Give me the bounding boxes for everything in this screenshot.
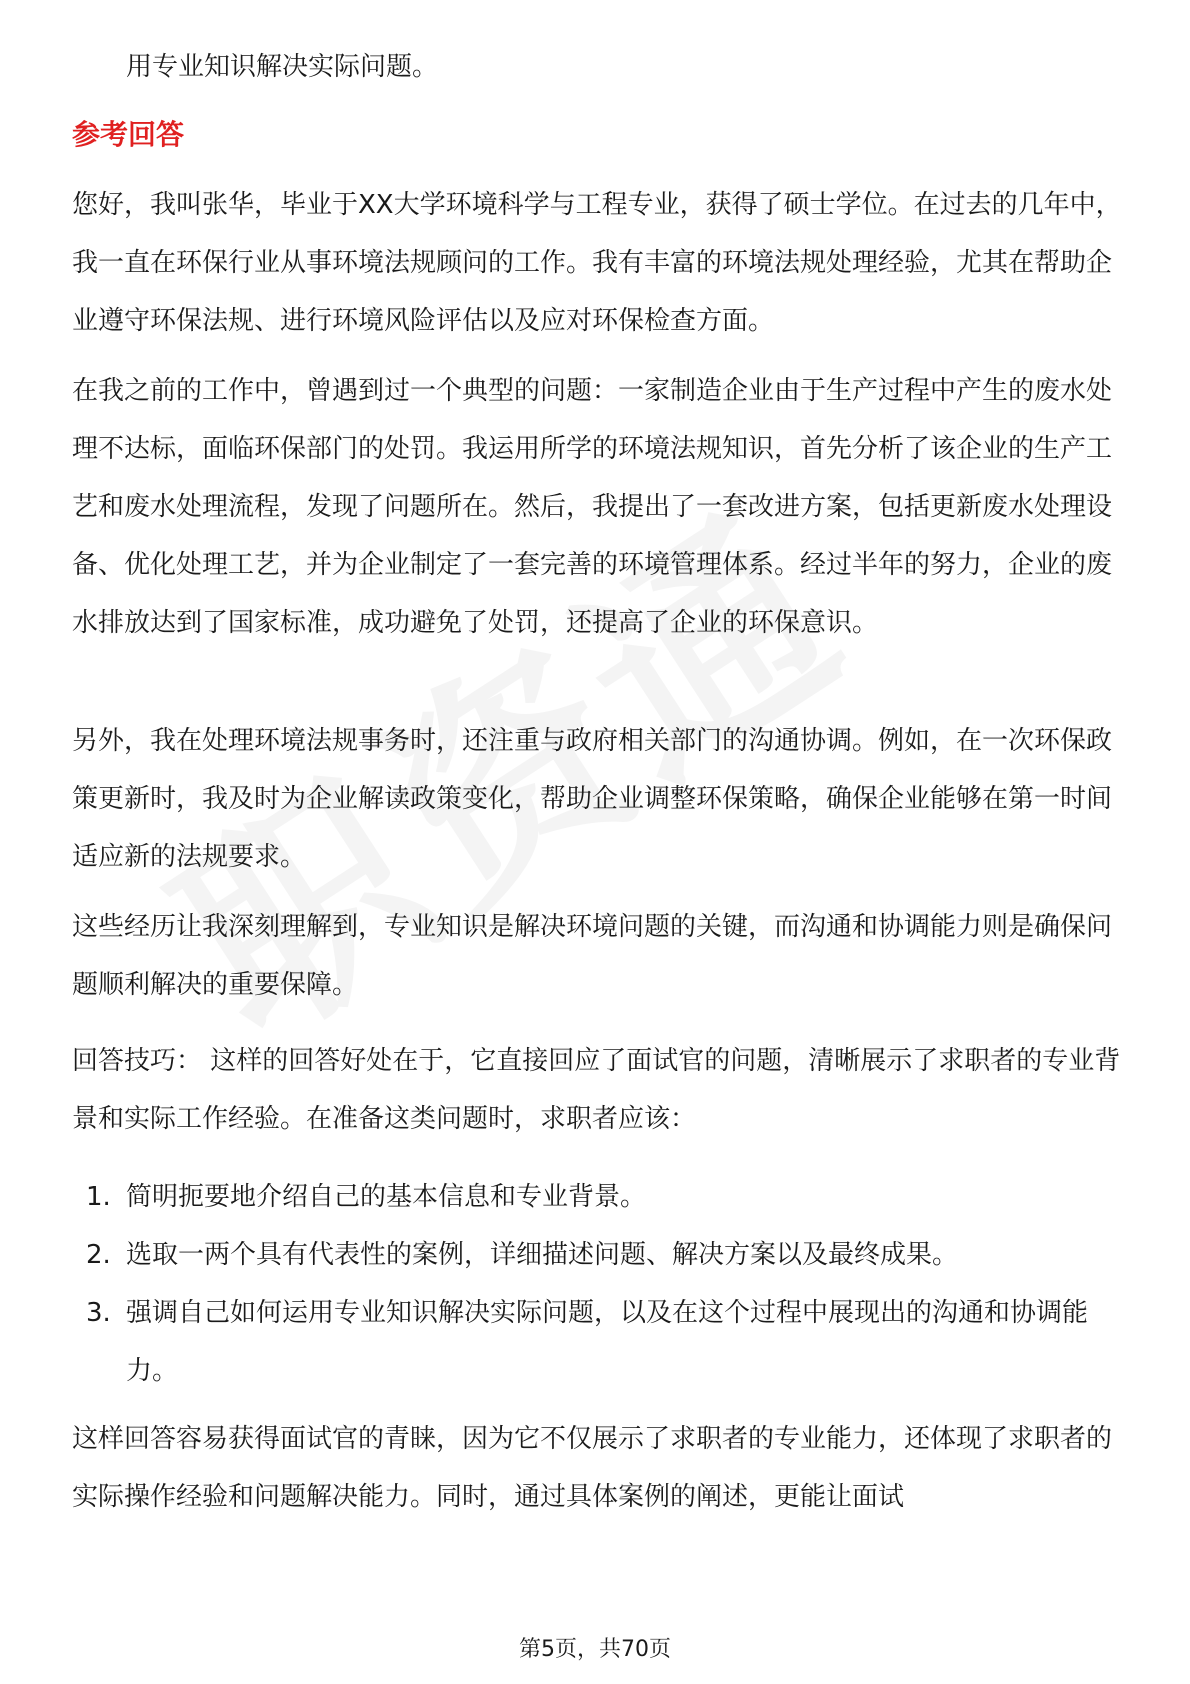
- paragraph-1: 您好，我叫张华，毕业于XX大学环境科学与工程专业，获得了硕士学位。在过去的几年中，我一直在环保行业从事环境法规顾问的工作。我有丰富的环境法规处理经验，尤其在帮助企业遵守环保法规、进行环境风险评估以及应对环保检查方面。: [72, 190, 1122, 336]
- list-number: 1.: [86, 1182, 111, 1212]
- section-heading: 参考回答: [72, 118, 185, 151]
- list-item: [72, 1168, 1124, 1226]
- list-number: 3.: [86, 1298, 111, 1328]
- page-footer: 第5页，共70页: [519, 1637, 671, 1662]
- list-number: 2.: [86, 1240, 111, 1270]
- list-text: 选取一两个具有代表性的案例，详细描述问题、解决方案以及最终成果。: [126, 1240, 959, 1270]
- paragraph-5: 回答技巧： 这样的回答好处在于，它直接回应了面试官的问题，清晰展示了求职者的专业背景和实际工作经验。在准备这类问题时，求职者应该：: [72, 1046, 1121, 1134]
- paragraph-6: 这样回答容易获得面试官的青睐，因为它不仅展示了求职者的专业能力，还体现了求职者的实际操作经验和问题解决能力。同时，通过具体案例的阐述，更能让面试: [72, 1424, 1113, 1512]
- paragraph-4: 这些经历让我深刻理解到，专业知识是解决环境问题的关键，而沟通和协调能力则是确保问题顺利解决的重要保障。: [72, 912, 1113, 1000]
- intro-tail-text: 用专业知识解决实际问题。: [126, 52, 439, 82]
- list-text: 强调自己如何运用专业知识解决实际问题，以及在这个过程中展现出的沟通和协调能力。: [126, 1298, 1089, 1386]
- list-text: 简明扼要地介绍自己的基本信息和专业背景。: [126, 1182, 647, 1212]
- list-item: [72, 1226, 1124, 1284]
- paragraph-2: 在我之前的工作中，曾遇到过一个典型的问题：一家制造企业由于生产过程中产生的废水处理不达标，面临环保部门的处罚。我运用所学的环境法规知识，首先分析了该企业的生产工艺和废水处理流程，发现了问题所在。然后，我提出了一套改进方案，包括更新废水处理设备、优化处理工艺，并为企业制定了一套完善的环境管理体系。经过半年的努力，企业的废水排放达到了国家标准，成功避免了处罚，还提高了企业的环保意识。: [72, 376, 1113, 638]
- paragraph-3: 另外，我在处理环境法规事务时，还注重与政府相关部门的沟通协调。例如，在一次环保政策更新时，我及时为企业解读政策变化，帮助企业调整环保策略，确保企业能够在第一时间适应新的法规要求。: [72, 726, 1113, 872]
- tips-list: [72, 1168, 1124, 1400]
- list-item: [72, 1284, 1124, 1400]
